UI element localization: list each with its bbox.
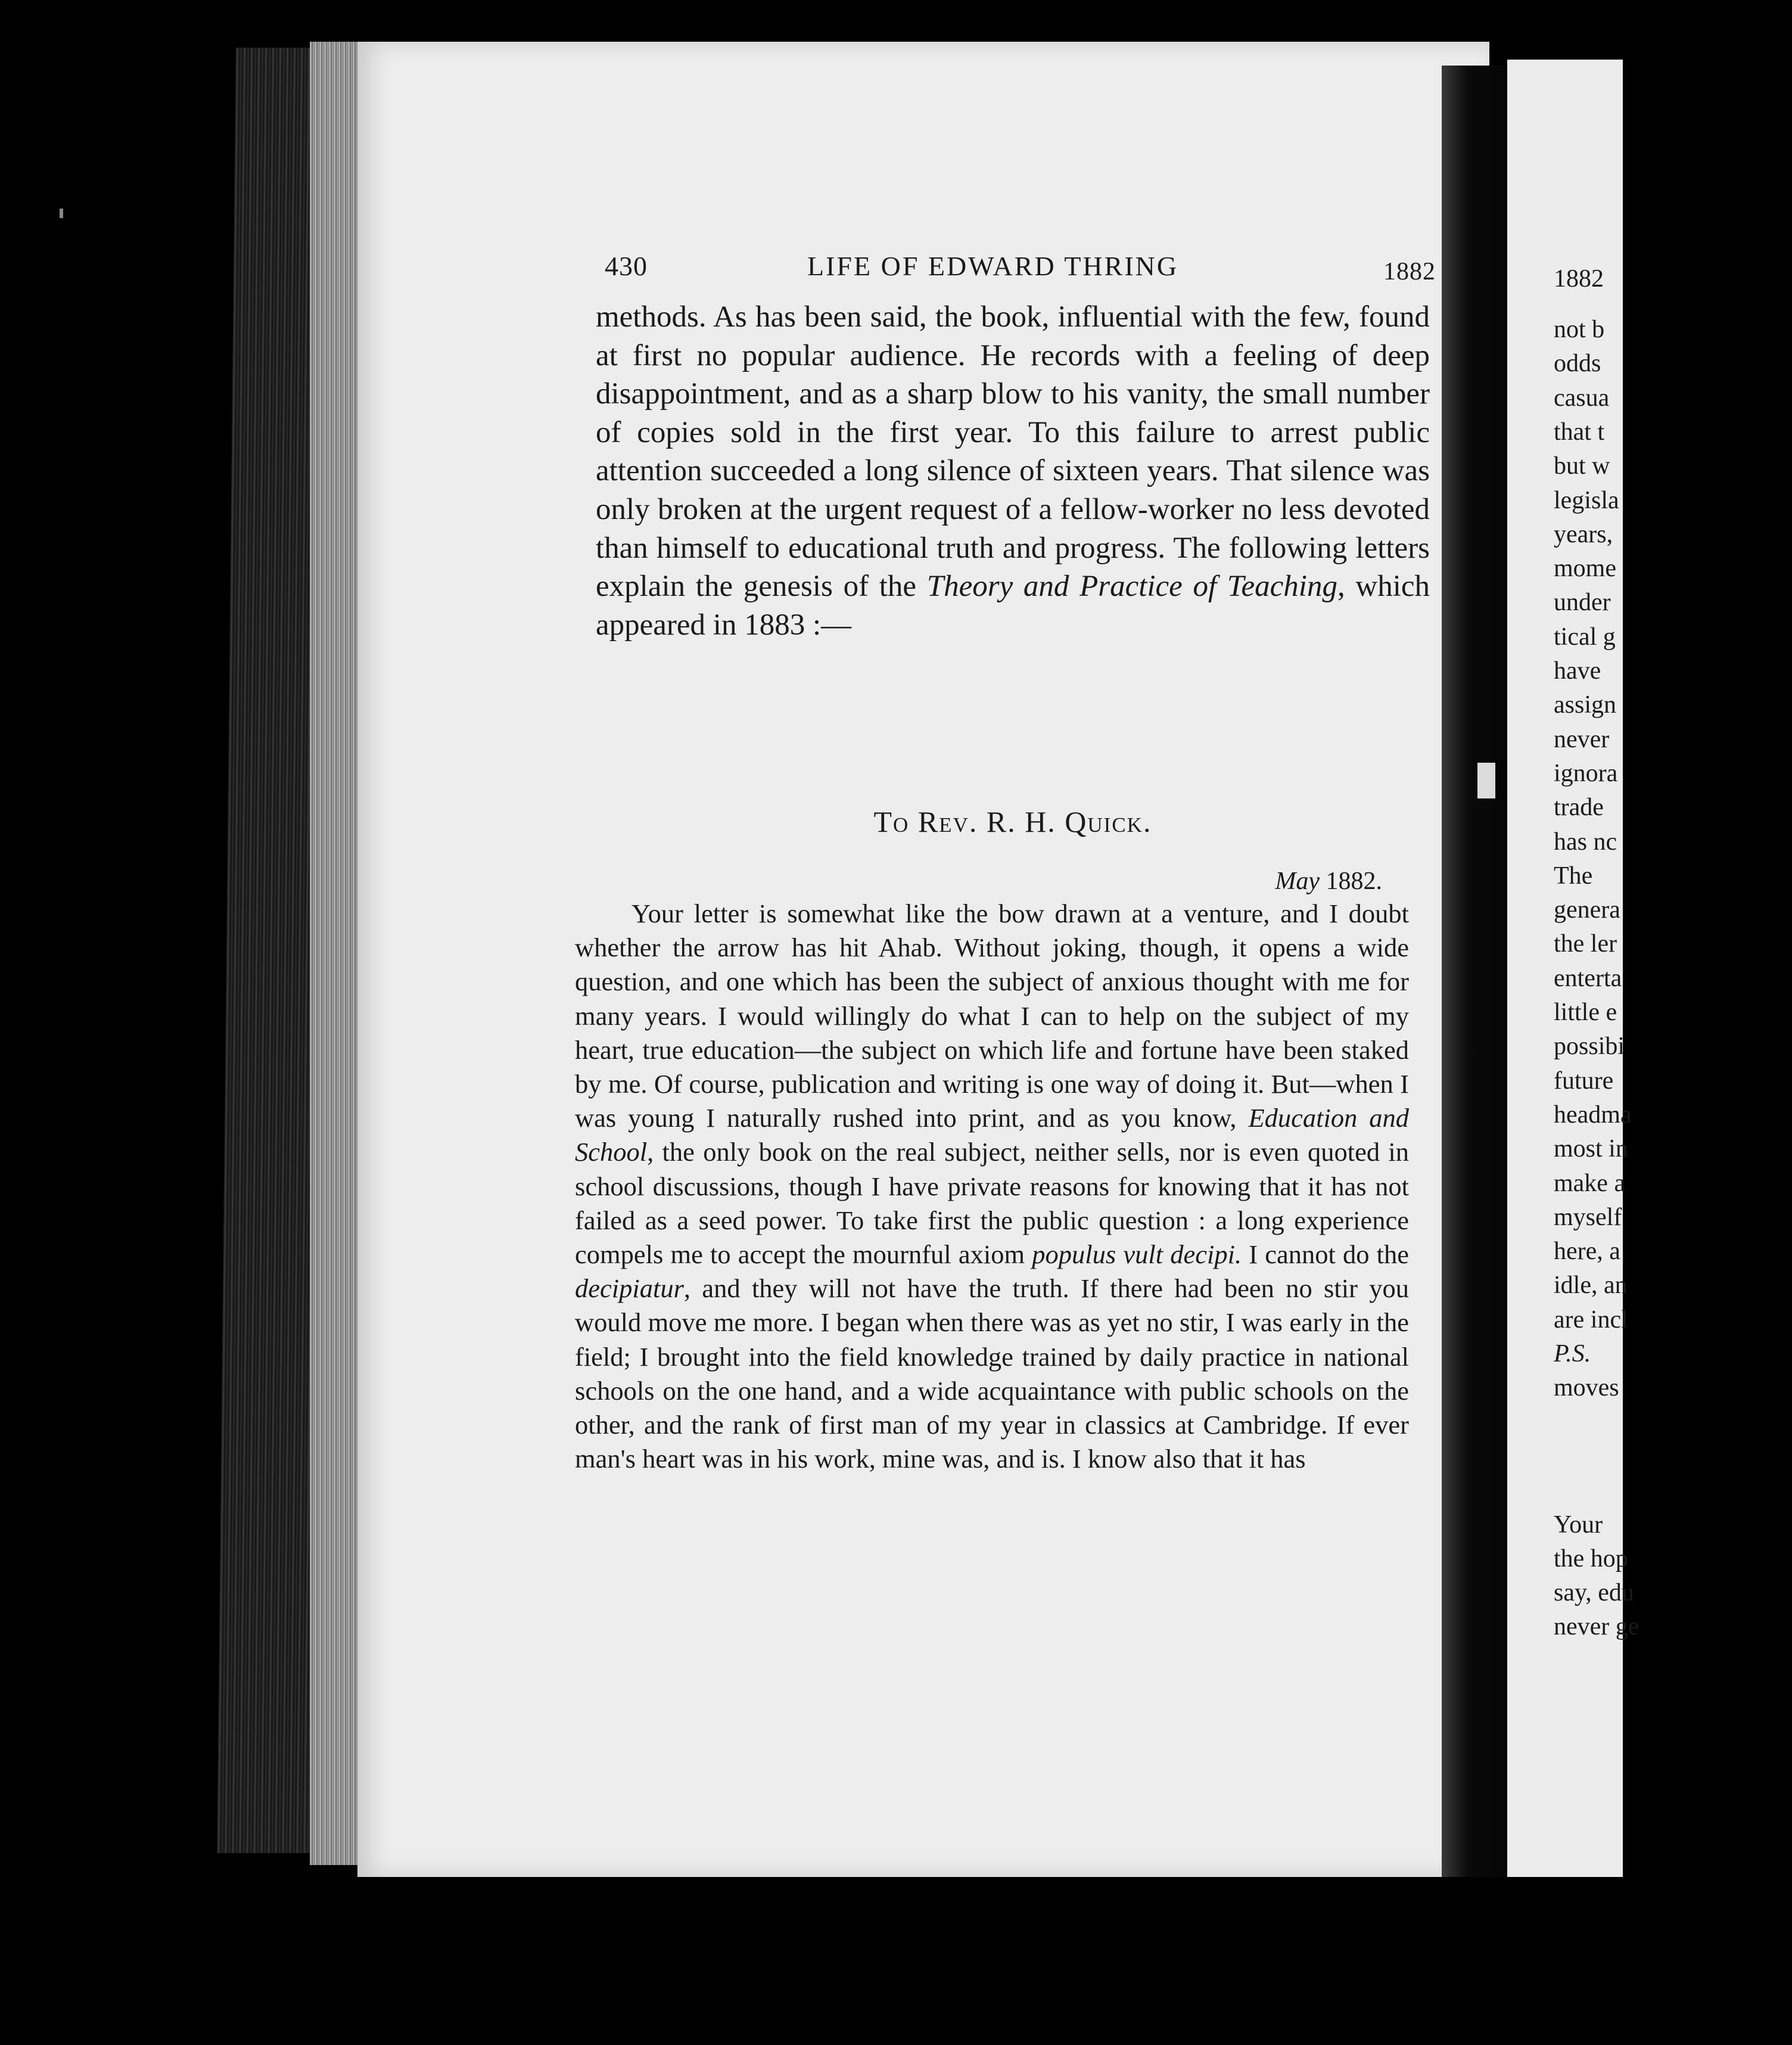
facing-page-line: the hop [1554, 1544, 1628, 1572]
letter-body [575, 897, 1409, 1476]
facing-page-line: make a [1554, 1169, 1626, 1197]
facing-page-line: ignora [1554, 759, 1618, 787]
facing-page-line: mome [1554, 555, 1616, 583]
book-gutter [1442, 66, 1507, 1877]
facing-page-line: here, a [1554, 1238, 1620, 1266]
paragraph-text: methods. As has been said, the book, influential with the few, found at first no popular audience. He records with a feeling of deep disappointment, and as a sharp blow to his vanity, the small number of copies sold in the first year. To this failure to arrest public attention succeeded a long silence of sixteen years. That silence was only broken at the urgent request of a fellow-worker no less devoted than himself to educational truth and progress. The following letters explain the genesis of the [596, 300, 1430, 604]
facing-page-line: enterta [1554, 964, 1622, 992]
letter-date-month: May [1275, 868, 1320, 895]
letter-date-year: 1882. [1326, 868, 1382, 895]
facing-page-line: odds [1554, 350, 1601, 378]
running-head [605, 244, 1436, 292]
paragraph-text-end: , which appeared in 1883 :— [596, 570, 1430, 642]
facing-page-line: not b [1554, 316, 1605, 343]
facing-page-line: most in [1554, 1135, 1628, 1163]
italic-education-and-school: Education and School [575, 1103, 1409, 1167]
facing-page-line: that t [1554, 418, 1605, 446]
facing-page-line: assign [1554, 691, 1616, 719]
facing-page-line: idle, an [1554, 1272, 1628, 1300]
facing-page-year: 1882 [1554, 265, 1604, 293]
facing-page-line: myself [1554, 1203, 1622, 1231]
page-number: 430 [605, 251, 648, 281]
body-paragraph [596, 298, 1430, 644]
facing-page-line: years, [1554, 520, 1613, 548]
facing-page-line: never [1554, 725, 1610, 753]
book-title-italic: Theory and Practice of Teaching [926, 570, 1337, 604]
facing-page-line: has nc [1554, 828, 1617, 856]
facing-page-line: Your [1554, 1511, 1603, 1539]
running-title: LIFE OF EDWARD THRING [807, 251, 1179, 281]
facing-page-line: tical g [1554, 623, 1616, 651]
facing-page-line: genera [1554, 896, 1620, 924]
dust-speck [60, 209, 63, 218]
facing-page-line: legisla [1554, 486, 1619, 514]
facing-page-line: are incl [1554, 1306, 1628, 1334]
letter-text-a: Your letter is somewhat like the bow drawn at a venture, and I doubt whether the arrow has hit Ahab. Without joking, though, it opens a wide question, and one which has been the subject of anxious thought with me for many years. I would willingly do what I can to help on the subject of my heart, true education—the subject on which life and fortune have been staked by me. Of course, publication and writing is one way of doing it. But—when I was young I naturally rushed into print, and as you know, [575, 899, 1409, 1133]
facing-page-line: say, edu [1554, 1579, 1634, 1607]
italic-decipiatur: decipiatur [575, 1273, 684, 1304]
facing-page-line: trade [1554, 794, 1604, 822]
facing-page-line: headma [1554, 1101, 1632, 1129]
facing-page-line: possibi [1554, 1033, 1625, 1061]
header-year: 1882 [1383, 258, 1436, 285]
letter-date [1132, 867, 1382, 896]
letter-text-c: I cannot do the [1249, 1239, 1410, 1270]
facing-page-line: P.S. [1554, 1340, 1591, 1368]
paper-fragment [1477, 763, 1495, 798]
letter-heading: To Rev. R. H. Quick. [873, 805, 1152, 838]
letter-text-b: , the only book on the real subject, neither sells, nor is even quoted in school discussions, though I have private reasons for knowing that it has not failed as a seed power. To take first the public question : a long experience compels me to accept the mournful axiom [575, 1137, 1409, 1270]
letter-text-d: , and they will not have the truth. If there had been no stir you would move me more. I began when there was as yet no stir, I was early in the field; I brought into the field knowledge trained by daily practice in national schools on the one hand, and a wide acquaintance with public schools on the other, and the rank of first man of my year in classics at Cambridge. If ever man's heart was in his work, mine was, and is. I know also that it has [575, 1273, 1409, 1474]
italic-populus-vult-decipi: populus vult decipi. [1032, 1239, 1242, 1270]
facing-page-line: The [1554, 862, 1593, 890]
facing-page-line: casua [1554, 384, 1610, 412]
facing-page-line: little e [1554, 999, 1617, 1026]
facing-page-line: future [1554, 1067, 1614, 1095]
facing-page-line: moves [1554, 1374, 1619, 1402]
facing-page-line: never ge [1554, 1613, 1639, 1641]
facing-page-line: have [1554, 657, 1601, 685]
facing-page-line: the ler [1554, 930, 1617, 958]
facing-page-line: but w [1554, 452, 1610, 480]
facing-page-line: under [1554, 589, 1611, 617]
